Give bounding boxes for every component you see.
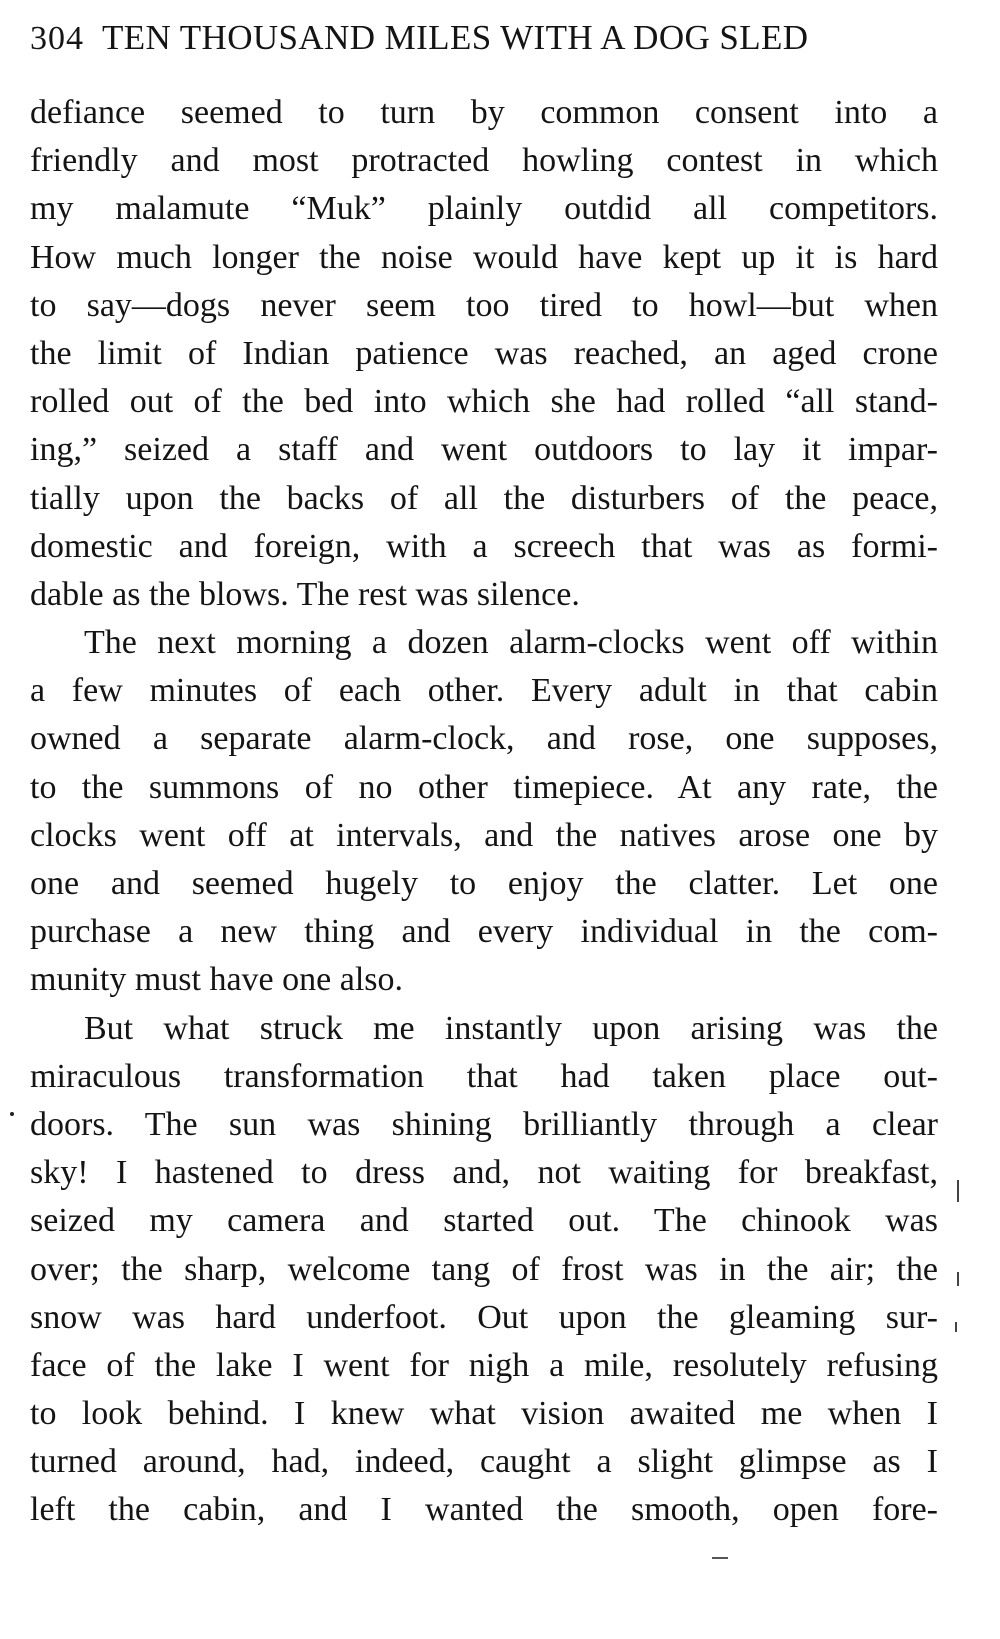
text-line: the limit of Indian patience was reached, an aged crone [30,334,938,372]
text-line: my malamute “Muk” plainly outdid all competitors. [30,190,938,228]
edge-tick [957,1272,959,1286]
text-line: to the summons of no other timepiece. At any rate, the [30,768,938,806]
text-line: domestic and foreign, with a screech that was as formi- [30,527,938,565]
paragraph [30,89,938,619]
paragraph [30,619,938,1005]
page-number: 304 [30,20,84,57]
text-line: But what struck me instantly upon arising was the [84,1009,938,1047]
edge-tick [957,1180,959,1202]
text-line: one and seemed hugely to enjoy the clatter. Let one [30,865,938,902]
edge-tick [955,1322,957,1332]
text-line: seized my camera and started out. The chinook was [30,1202,938,1240]
text-line: rolled out of the bed into which she had rolled “all stand- [30,383,938,421]
text-line: left the cabin, and I wanted the smooth, open fore- [30,1491,938,1529]
text-line: over; the sharp, welcome tang of frost was in the air; the [30,1250,938,1288]
text-line: doors. The sun was shining brilliantly through a clear [30,1105,938,1143]
text-line: How much longer the noise would have kept up it is hard [30,238,938,276]
text-line: dable as the blows. The rest was silence. [30,575,580,613]
text-line: friendly and most protracted howling contest in which [30,142,938,180]
text-line: The next morning a dozen alarm-clocks went off within [84,624,938,662]
text-line: clocks went off at intervals, and the natives arose one by [30,816,938,854]
text-line: a few minutes of each other. Every adult in that cabin [30,672,938,710]
foot-dash [712,1557,728,1559]
paragraph [30,1005,938,1535]
text-line: face of the lake I went for nigh a mile, resolutely refusing [30,1346,938,1384]
text-line: defiance seemed to turn by common consent into a [30,94,938,131]
text-line: turned around, had, indeed, caught a slight glimpse as I [30,1443,938,1481]
text-line: ing,” seized a staff and went outdoors to lay it impar- [30,431,938,469]
text-line: to look behind. I knew what vision awaited me when I [30,1395,938,1433]
text-line: purchase a new thing and every individual in the com- [30,913,938,951]
text-line: munity must have one also. [30,961,404,999]
body-text [30,89,938,1535]
text-line: miraculous transformation that had taken place out- [30,1057,938,1095]
text-line: snow was hard underfoot. Out upon the gleaming sur- [30,1298,938,1336]
running-title: TEN THOUSAND MILES WITH A DOG SLED [102,18,809,57]
margin-speck [10,1112,14,1116]
text-line: sky! I hastened to dress and, not waiting for breakfast, [30,1154,938,1192]
text-line: tially upon the backs of all the disturbers of the peace, [30,479,938,517]
text-line: to say—dogs never seem too tired to howl—but when [30,286,938,324]
text-line: owned a separate alarm-clock, and rose, one supposes, [30,720,938,758]
running-head [30,18,950,78]
